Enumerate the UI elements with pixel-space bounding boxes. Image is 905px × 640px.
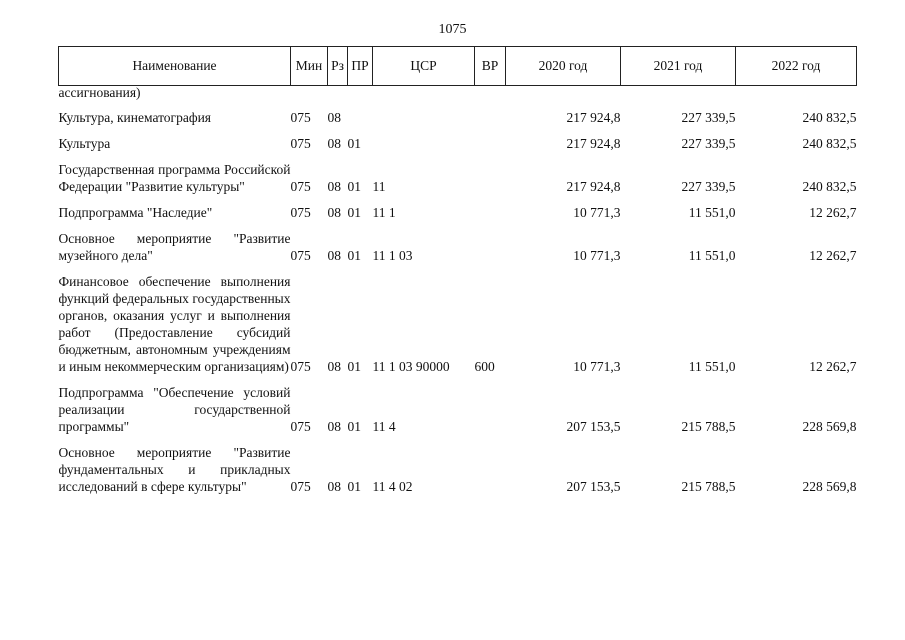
row-2022: 240 832,5 [802,136,857,151]
row-vr [475,384,506,435]
row-pr: 01 [347,248,361,263]
row-min: 075 [290,179,311,194]
row-2020: 207 153,5 [566,479,621,494]
row-2022: 12 262,7 [809,205,857,220]
header-min: Мин [291,47,328,86]
header-2020: 2020 год [506,47,621,86]
row-csr: 11 [372,179,386,194]
row-vr [475,135,506,152]
row-2020: 10 771,3 [573,359,621,374]
table-row [59,444,857,495]
row-csr [373,86,475,101]
row-rz: 08 [327,205,341,220]
row-rz: 08 [327,359,341,374]
row-csr: 11 4 02 [372,479,413,494]
table-row [59,109,857,126]
row-2022: 12 262,7 [809,248,857,263]
budget-table [58,46,857,495]
table-row [59,204,857,221]
row-name: Основное мероприятие "Развитие музейного дела" [58,231,291,263]
header-vr: ВР [475,47,506,86]
row-pr: 01 [347,136,361,151]
row-rz: 08 [327,179,341,194]
row-csr [373,135,475,152]
page-number: 1075 [438,22,467,37]
row-vr [475,444,506,495]
row-2020: 207 153,5 [566,419,621,434]
table-row [59,273,857,375]
row-min [291,86,328,101]
row-pr [348,109,373,126]
row-2022: 240 832,5 [802,179,857,194]
row-csr: 11 1 03 90000 [372,359,450,374]
row-vr: 600 [474,359,495,374]
row-2020: 217 924,8 [566,110,621,125]
row-min: 075 [290,479,311,494]
row-min: 075 [290,248,311,263]
row-name: Культура, кинематография [58,110,212,125]
row-2022 [736,86,857,101]
table-row [59,135,857,152]
table-row [59,230,857,264]
row-2020: 10 771,3 [573,205,621,220]
row-2021: 215 788,5 [681,479,736,494]
row-csr [373,109,475,126]
row-name: Подпрограмма "Наследие" [58,205,213,220]
row-2021: 11 551,0 [688,205,736,220]
row-rz: 08 [327,419,341,434]
row-vr [475,161,506,195]
row-2022: 12 262,7 [809,359,857,374]
row-pr [348,86,373,101]
row-rz: 08 [327,110,341,125]
row-min: 075 [290,136,311,151]
row-2022: 228 569,8 [802,419,857,434]
row-2021: 11 551,0 [688,359,736,374]
header-csr: ЦСР [373,47,475,86]
row-2020: 217 924,8 [566,179,621,194]
row-min: 075 [290,419,311,434]
row-min: 075 [290,205,311,220]
row-vr [475,204,506,221]
row-rz [328,86,348,101]
row-name: Государственная программа Российской Федерации "Развитие культуры" [58,162,291,194]
row-2021: 227 339,5 [681,110,736,125]
row-rz: 08 [327,479,341,494]
row-min: 075 [290,110,311,125]
row-vr [475,86,506,101]
header-pr: ПР [348,47,373,86]
row-2021: 11 551,0 [688,248,736,263]
row-2021 [621,86,736,101]
header-name: Наименование [59,47,291,86]
header-2022: 2022 год [736,47,857,86]
row-vr [475,109,506,126]
row-name: Подпрограмма "Обеспечение условий реализации государственной программы" [58,385,291,434]
row-2020: 10 771,3 [573,248,621,263]
row-name: ассигнования) [58,85,141,100]
row-2021: 215 788,5 [681,419,736,434]
table-row [59,86,857,101]
row-2021: 227 339,5 [681,179,736,194]
row-2020: 217 924,8 [566,136,621,151]
row-2021: 227 339,5 [681,136,736,151]
row-pr: 01 [347,205,361,220]
row-vr [475,230,506,264]
table-header-row [59,47,857,86]
row-pr: 01 [347,479,361,494]
row-name: Основное мероприятие "Развитие фундаментальных и прикладных исследований в сфере культуры" [58,445,291,494]
row-min: 075 [290,359,311,374]
row-2022: 240 832,5 [802,110,857,125]
row-name: Финансовое обеспечение выполнения функций федеральных государственных органов, оказания услуг и выполнения работ (Предоставление субсидий бюджетным, автономным учреждениям и иным некоммерческим организациям) [58,274,291,374]
row-2022: 228 569,8 [802,479,857,494]
row-2020 [506,86,621,101]
table-row [59,161,857,195]
row-csr: 11 1 03 [372,248,413,263]
row-rz: 08 [327,248,341,263]
row-pr: 01 [347,359,361,374]
row-pr: 01 [347,419,361,434]
row-csr: 11 1 [372,205,396,220]
table-row [59,384,857,435]
row-csr: 11 4 [372,419,396,434]
header-rz: Рз [328,47,348,86]
header-2021: 2021 год [621,47,736,86]
row-rz: 08 [327,136,341,151]
row-pr: 01 [347,179,361,194]
row-name: Культура [58,136,111,151]
